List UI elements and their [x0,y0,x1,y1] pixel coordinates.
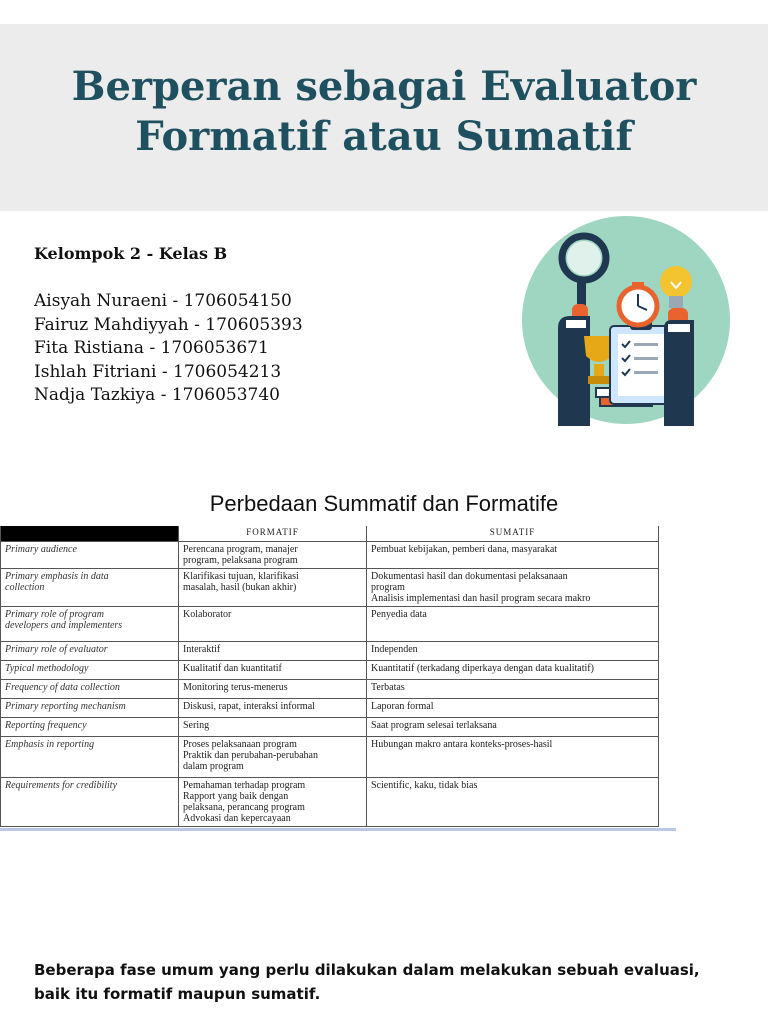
cell-formatif [179,680,367,699]
cell-text-line: Monitoring terus-menerus [183,682,288,693]
table-row [1,699,659,718]
cell-aspect [1,661,179,680]
cell-text-line: Advokasi dan kepercayaan [183,813,291,824]
cell-text-line: Primary role of program [5,609,104,620]
cell-sumatif [367,661,659,680]
page-title-line-2: Formatif atau Sumatif [135,113,633,160]
footer-text: Beberapa fase umum yang perlu dilakukan dalam melakukan sebuah evaluasi, baik itu formatif maupun sumatif. [34,961,700,1003]
cell-formatif [179,718,367,737]
cell-aspect [1,542,179,569]
cell-aspect [1,737,179,778]
cell-aspect [1,680,179,699]
cell-text-line: pelaksana, perancang program [183,802,305,813]
table-title: Perbedaan Summatif dan Formatife [209,491,559,516]
member-item: Fairuz Mahdiyyah - 170605393 [34,314,303,335]
cell-text-line: Hubungan makro antara konteks-proses-hasil [371,739,553,750]
page-title-line-1: Berperan sebagai Evaluator [71,63,697,110]
table-row [1,718,659,737]
cell-text-line: Primary audience [5,544,77,555]
cell-text-line: Terbatas [371,682,405,693]
cell-text-line: Interaktif [183,644,221,655]
cell-text-line: dalam program [183,761,244,772]
cell-text-line: Laporan formal [371,701,434,712]
cell-text-line: Diskusi, rapat, interaksi informal [183,701,315,712]
table-header-row [1,526,659,542]
cell-text-line: program [371,582,405,593]
cell-sumatif [367,569,659,607]
table-row [1,737,659,778]
cell-text-line: Primary emphasis in data [5,571,109,582]
cell-text-line: Frequency of data collection [5,682,120,693]
cell-formatif [179,737,367,778]
cell-text-line: Rapport yang baik dengan [183,791,289,802]
table-header-blank [1,526,179,542]
cell-text-line: Kuantitatif (terkadang diperkaya dengan data kualitatif) [371,663,594,674]
cell-text-line: Scientific, kaku, tidak bias [371,780,478,791]
cell-text-line: Emphasis in reporting [5,739,95,750]
member-list [34,290,303,408]
cell-text-line: Perencana program, manajer [183,544,298,555]
cell-text-line: Primary reporting mechanism [5,701,126,712]
cell-text-line: developers and implementers [5,620,123,631]
cell-formatif [179,542,367,569]
cell-aspect [1,569,179,607]
table-row [1,661,659,680]
table-row [1,680,659,699]
cell-text-line: Sering [183,720,210,731]
cell-text-line: Typical methodology [5,663,89,674]
comparison-table-body [1,542,659,827]
page-title [0,62,768,162]
cell-text-line: Requirements for credibility [5,780,118,791]
cell-sumatif [367,778,659,827]
cell-sumatif [367,642,659,661]
cell-formatif [179,607,367,642]
table-row [1,569,659,607]
group-label: Kelompok 2 - Kelas B [34,244,228,263]
cell-text-line: Dokumentasi hasil dan dokumentasi pelaksanaan [371,571,568,582]
cell-text-line: Proses pelaksanaan program [183,739,297,750]
cell-formatif [179,569,367,607]
cell-text-line: Pembuat kebijakan, pemberi dana, masyarakat [371,544,558,555]
member-item: Ishlah Fitriani - 1706054213 [34,361,282,382]
cell-formatif [179,699,367,718]
cell-text-line: Reporting frequency [5,720,87,731]
cell-text-line: Saat program selesai terlaksana [371,720,497,731]
evaluation-illustration-icon [518,216,734,426]
cell-aspect [1,699,179,718]
cell-sumatif [367,542,659,569]
cell-formatif [179,642,367,661]
cell-sumatif [367,737,659,778]
cell-text-line: masalah, hasil (bukan akhir) [183,582,297,593]
comparison-table [0,526,659,827]
cell-text-line: Kualitatif dan kuantitatif [183,663,282,674]
cell-text-line: Primary role of evaluator [5,644,108,655]
cell-text-line: Penyedia data [371,609,427,620]
cell-text-line: Klarifikasi tujuan, klarifikasi [183,571,299,582]
member-item: Aisyah Nuraeni - 1706054150 [34,291,292,311]
cell-text-line: Analisis implementasi dan hasil program secara makro [371,593,591,604]
cell-text-line: Kolaborator [183,609,232,620]
cell-aspect [1,607,179,642]
cell-sumatif [367,699,659,718]
cell-sumatif [367,680,659,699]
table-row [1,778,659,827]
cell-text-line: Pemahaman terhadap program [183,780,306,791]
cell-aspect [1,778,179,827]
cell-text-line: Independen [371,644,418,655]
cell-text-line: collection [5,582,45,593]
cell-formatif [179,778,367,827]
cell-text-line: program, pelaksana program [183,555,298,566]
cell-aspect [1,642,179,661]
cell-sumatif [367,718,659,737]
table-row [1,607,659,642]
cell-formatif [179,661,367,680]
column-header-sumatif: SUMATIF [367,526,659,542]
member-item: Nadja Tazkiya - 1706053740 [34,385,281,405]
table-row [1,542,659,569]
cell-text-line: Praktik dan perubahan-perubahan [183,750,318,761]
cell-aspect [1,718,179,737]
cell-sumatif [367,607,659,642]
table-row [1,642,659,661]
column-header-formatif: FORMATIF [179,526,367,542]
table-underline [0,828,676,831]
member-item: Fita Ristiana - 1706053671 [34,338,269,358]
